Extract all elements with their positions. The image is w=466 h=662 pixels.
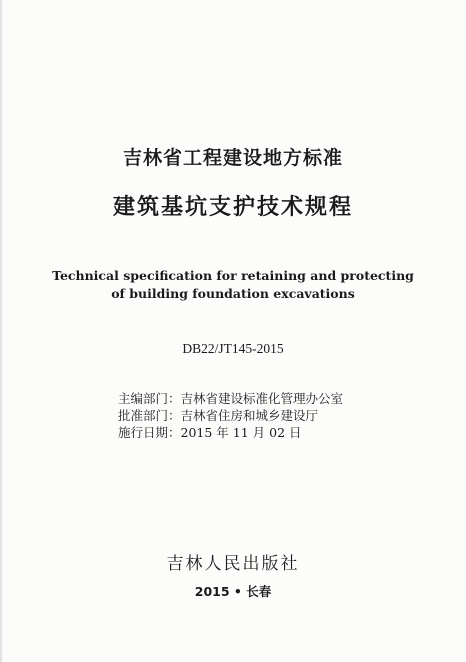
meta-label: 施行日期： (118, 425, 181, 440)
meta-value: 吉林省建设标准化管理办公室 (180, 391, 344, 406)
publisher: 吉林人民出版社 (166, 554, 300, 574)
meta-label: 批准部门： (118, 408, 181, 423)
title-en-line1: Technical specification for retaining and protecting (52, 268, 414, 283)
standard-code: DB22/JT145-2015 (182, 341, 284, 356)
meta-value: 吉林省住房和城乡建设厅 (180, 408, 319, 423)
meta-label: 主编部门： (118, 391, 181, 406)
standard-series: 吉林省工程建设地方标准 (122, 147, 343, 169)
meta-block (118, 390, 343, 441)
meta-value: 2015 年 11 月 02 日 (180, 425, 302, 440)
year-place: 2015 • 长春 (194, 584, 272, 599)
title-cn: 建筑基坑支护技术规程 (112, 195, 353, 220)
meta-row-editor (118, 390, 343, 407)
meta-row-effective-date (118, 424, 343, 441)
title-en-line2: of building foundation excavations (111, 286, 355, 301)
meta-row-approver (118, 407, 343, 424)
